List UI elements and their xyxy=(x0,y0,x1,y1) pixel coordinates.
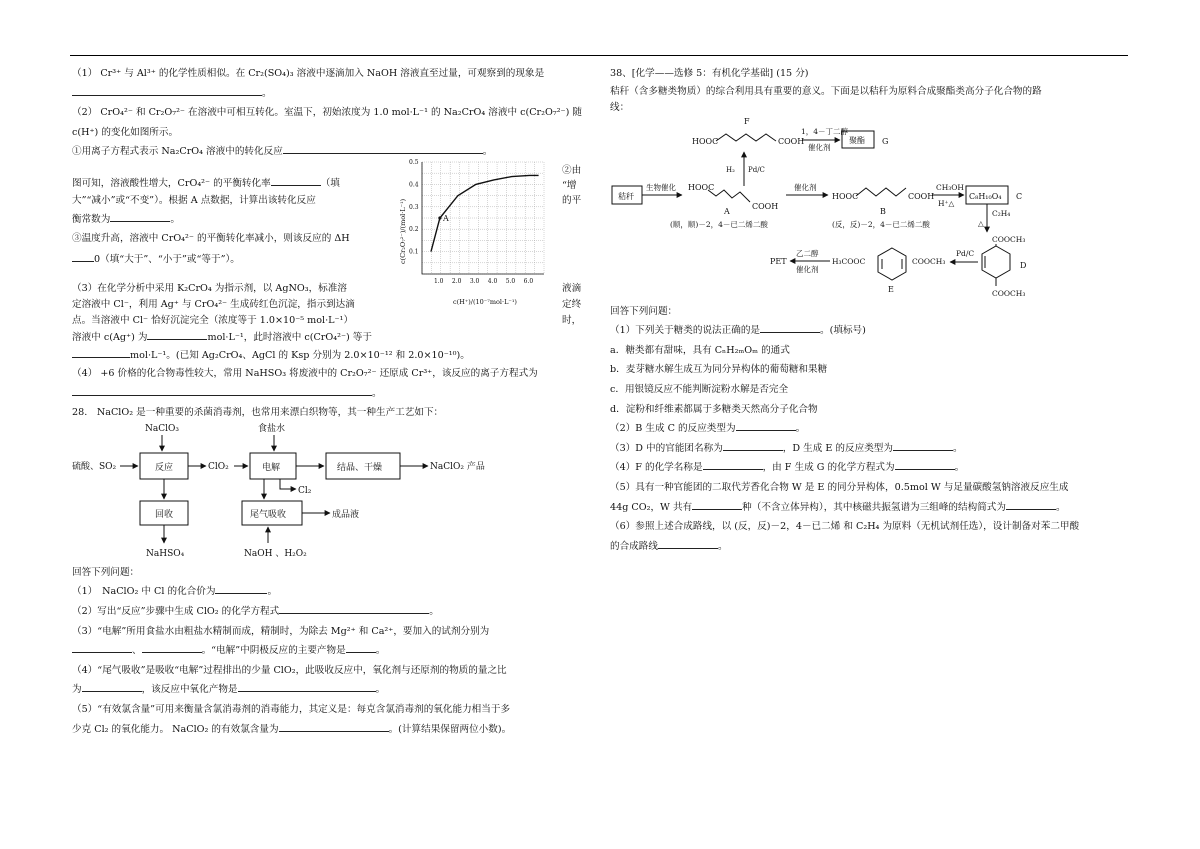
label-product-liquid: 成品液 xyxy=(332,509,360,520)
label-a-name: (顺，顺)－2，4－已二烯二酸 xyxy=(670,219,768,229)
point-a-marker xyxy=(438,216,441,219)
box-polyester-label: 聚酯 xyxy=(849,135,865,145)
box-straw-label: 秸秆 xyxy=(618,191,634,201)
ans-4b: 为 ，该反应中氧化产物是 。 xyxy=(72,680,584,700)
r-ans-1: （1）下列关于糖类的说法正确的是 。(填标号) xyxy=(610,321,1130,341)
x-axis-label: c(H⁺)/(10⁻⁷mol·L⁻¹) xyxy=(453,298,517,306)
ans-3b: 、 。“电解”中阴极反应的主要产物是 。 xyxy=(72,641,584,661)
label-product: NaClO₂ 产品 xyxy=(430,461,485,472)
q2b-line3: 衡常数为 。 xyxy=(72,210,180,225)
wrap-frag: 的平 xyxy=(562,194,582,206)
chart-cr2o7-vs-h xyxy=(398,156,548,306)
box-crystallize-label: 结晶、干燥 xyxy=(337,462,383,473)
ans-header: 回答下列问题： xyxy=(72,566,140,578)
label-b: B xyxy=(880,206,886,216)
ans-1: （1） NaClO₂ 中 Cl 的化合价为 。 xyxy=(72,582,584,602)
label-naoh-h2o2: NaOH 、H₂O₂ xyxy=(244,548,307,559)
label-salt: 食盐水 xyxy=(258,423,286,434)
q38-intro2: 线： xyxy=(610,101,630,113)
q2b-line2: 大”“减小”或“不变”）。根据 A 点数据，计算出该转化反应 xyxy=(72,194,316,206)
a-cooh: COOH xyxy=(752,201,779,211)
label-a: A xyxy=(724,206,730,216)
wrap-frag: 液滴 xyxy=(562,282,582,294)
b-chain xyxy=(856,188,906,196)
r-ans-2: （2）B 生成 C 的反应类型为 。 xyxy=(610,419,1130,439)
label-c: C xyxy=(1016,191,1023,201)
box-c-formula: C₈H₁₀O₄ xyxy=(969,191,1002,201)
label-catalyst-2: 催化剂 xyxy=(808,142,831,152)
a-chain xyxy=(708,190,750,202)
label-nahso4: NaHSO₄ xyxy=(146,548,185,559)
label-e: E xyxy=(888,284,894,294)
label-ch3oh: CH₃OH xyxy=(936,182,964,192)
y-tick-label: 0.3 xyxy=(409,203,419,211)
label-d: D xyxy=(1020,260,1027,270)
r-ans-4: （4）F 的化学名称是 ，由 F 生成 G 的化学方程式为 。 xyxy=(610,458,1130,478)
r-ans-header: 回答下列问题： xyxy=(610,305,678,317)
b-hooc: HOOC xyxy=(832,191,859,201)
q3-line4: 溶液中 c(Ag⁺) 为 mol·L⁻¹，此时溶液中 c(CrO₄²⁻) 等于 xyxy=(72,328,372,343)
q38-intro: 秸秆（含多糖类物质）的综合利用具有重要的意义。下面是以秸秆为原料合成聚酯类高分子化合物的路 xyxy=(610,85,1042,97)
y-tick-label: 0.2 xyxy=(409,226,419,234)
q2b-line4: ③温度升高，溶液中 CrO₄²⁻ 的平衡转化率减小，则该反应的 ΔH xyxy=(72,232,350,244)
q3-line2: 定溶液中 Cl⁻，利用 Ag⁺ 与 CrO₄²⁻ 生成砖红色沉淀，指示到达滴 xyxy=(72,298,355,310)
q2-line2: c(H⁺) 的变化如图所示。 xyxy=(72,126,179,138)
r-ans-5a: （5）具有一种官能团的二取代芳香化合物 W 是 E 的同分异构体，0.5mol W 与足量碳酸氢钠溶液反应生成 xyxy=(610,481,1069,493)
label-g: G xyxy=(882,136,889,146)
x-tick-label: 5.0 xyxy=(505,278,516,285)
q3-line5: mol·L⁻¹。(已知 Ag₂CrO₄、AgCl 的 Ksp 分别为 2.0×10⁻¹² 和 2.0×10⁻¹⁰)。 xyxy=(72,346,470,361)
q28-intro: 28. NaClO₂ 是一种重要的杀菌消毒剂，也常用来漂白织物等，其一种生产工艺如下： xyxy=(72,407,444,419)
label-c2h4: C₂H₄ xyxy=(992,208,1011,218)
label-heat: △ xyxy=(978,218,984,228)
label-h2: H₂ xyxy=(726,165,735,174)
x-tick-label: 4.0 xyxy=(487,278,498,285)
y-tick-label: 0.4 xyxy=(409,181,419,189)
point-a-label: A xyxy=(442,214,449,223)
y-tick-label: 0.5 xyxy=(409,159,419,166)
ans-5a: （5）“有效氯含量”可用来衡量含氯消毒剂的消毒能力，其定义是：每克含氯消毒剂的氧化能力相当于多 xyxy=(72,703,511,715)
label-catalyst-1: 催化剂 xyxy=(794,182,817,192)
x-tick-label: 3.0 xyxy=(469,278,480,285)
d-cooch3-bottom: COOCH₃ xyxy=(992,288,1026,298)
q3-line1: （3）在化学分析中采用 K₂CrO₄ 为指示剂，以 AgNO₃，标准溶 xyxy=(72,282,347,294)
label-clo2: ClO₂ xyxy=(208,461,229,472)
e-h3cooc: H₃COOC xyxy=(832,256,866,266)
label-bio-catalysis: 生物催化 xyxy=(646,182,676,192)
label-b-name: (反，反)－2，4－已二烯二酸 xyxy=(832,219,930,229)
q2-line1: （2） CrO₄²⁻ 和 Cr₂O₇²⁻ 在溶液中可相互转化。室温下，初始浓度为 1.0 mol·L⁻¹ 的 Na₂CrO₄ 溶液中 c(Cr₂O₇²⁻) 随 xyxy=(72,107,582,119)
wrap-frag: 时， xyxy=(562,314,582,326)
y-axis-label: c(Cr₂O₇²⁻)/(mol·L⁻¹) xyxy=(399,198,407,264)
synthesis-route-diagram xyxy=(610,116,1130,302)
label-cl2: Cl₂ xyxy=(298,485,312,496)
r-ans-6b: 的合成路线 。 xyxy=(610,537,1130,557)
d-ring xyxy=(982,246,1010,278)
r-ans-3: （3）D 中的官能团名称为 ，D 生成 E 的反应类型为 。 xyxy=(610,439,1130,459)
f-chain xyxy=(716,134,776,141)
chart-ticks xyxy=(409,159,533,285)
r-ans-5b: 44g CO₂，W 共有 种（不含立体异构），其中核磁共振氢谱为三组峰的结构简式为 。 xyxy=(610,498,1130,518)
label-acid-so2: 硫酸、SO₂ xyxy=(72,461,117,472)
d-cooch3-top: COOCH₃ xyxy=(992,234,1026,244)
q2b-line1: 图可知，溶液酸性增大，CrO₄²⁻ 的平衡转化率 （填 xyxy=(72,174,340,189)
q4-line2: 。 xyxy=(72,384,584,404)
r-opt-d: d．淀粉和纤维素都属于多糖类天然高分子化合物 xyxy=(610,403,818,415)
x-tick-label: 6.0 xyxy=(523,278,534,285)
q2-line3: ①用离子方程式表示 Na₂CrO₄ 溶液中的转化反应 。 xyxy=(72,142,584,162)
right-column xyxy=(610,64,1130,556)
box-tail-gas-label: 尾气吸收 xyxy=(250,509,287,520)
x-tick-label: 2.0 xyxy=(451,278,462,285)
q1-line2: 。 xyxy=(72,84,584,104)
label-pet: PET xyxy=(770,256,787,266)
box-recover-label: 回收 xyxy=(155,509,174,520)
label-catalyst-3: 催化剂 xyxy=(796,264,819,274)
label-pdc-2: Pd/C xyxy=(956,248,975,258)
label-butanediol: 1，4－丁二醇 xyxy=(801,126,849,136)
f-cooh: COOH xyxy=(778,136,805,146)
r-opt-b: b．麦芽糖水解生成互为同分异构体的葡萄糖和果糖 xyxy=(610,364,828,376)
top-rule xyxy=(70,55,1128,56)
box-react-label: 反应 xyxy=(155,462,174,473)
process-flow-diagram xyxy=(72,423,584,563)
wrap-frag: ②由 xyxy=(562,164,582,176)
q38-title: 38、[化学——选修 5：有机化学基础] (15 分) xyxy=(610,68,809,79)
wrap-frag: “增 xyxy=(562,179,577,191)
ans-5b: 少克 Cl₂ 的氧化能力。 NaClO₂ 的有效氯含量为 。(计算结果保留两位小数)。 xyxy=(72,720,584,740)
e-cooch3: COOCH₃ xyxy=(912,256,946,266)
box-electrolysis-label: 电解 xyxy=(262,462,281,473)
wrap-frag: 定终 xyxy=(562,298,582,310)
q4-line1: （4） +6 价格的化合物毒性较大，常用 NaHSO₃ 将废液中的 Cr₂O₇²⁻ 还原成 Cr³⁺，该反应的离子方程式为 xyxy=(72,367,538,379)
a-hooc: HOOC xyxy=(688,182,715,192)
f-hooc: HOOC xyxy=(692,136,719,146)
ans-3a: （3）“电解”所用食盐水由粗盐水精制而成，精制时，为除去 Mg²⁺ 和 Ca²⁺，要加入的试剂分别为 xyxy=(72,625,490,637)
ans-2: （2）写出“反应”步骤中生成 ClO₂ 的化学方程式 。 xyxy=(72,602,584,622)
label-naclo3: NaClO₃ xyxy=(145,423,179,434)
label-ethylene-glycol: 乙二醇 xyxy=(796,248,819,258)
q1-line1: （1） Cr³⁺ 与 Al³⁺ 的化学性质相似。在 Cr₂(SO₄)₃ 溶液中逐滴加入 NaOH 溶液直至过量，可观察到的现象是 xyxy=(72,68,545,79)
r-opt-a: a．糖类都有甜味，具有 CₙH₂ₘOₘ 的通式 xyxy=(610,344,790,356)
label-pdc: Pd/C xyxy=(748,165,765,174)
r-ans-6a: （6）参照上述合成路线，以 (反，反)－2，4－已二烯 和 C₂H₄ 为原料（无机试剂任选），设计制备对苯二甲酸 xyxy=(610,521,1080,533)
b-cooh: COOH xyxy=(908,191,935,201)
x-tick-label: 1.0 xyxy=(433,278,444,285)
ans-4a: （4）“尾气吸收”是吸收“电解”过程排出的少量 ClO₂，此吸收反应中，氧化剂与还原剂的物质的量之比 xyxy=(72,664,507,676)
y-tick-label: 0.1 xyxy=(409,248,419,256)
q2b-line5: 0（填“大于”、“小于”或“等于”）。 xyxy=(72,250,240,265)
label-h-heat: H⁺△ xyxy=(938,198,955,208)
label-f: F xyxy=(744,116,750,126)
q3-line3: 点。当溶液中 Cl⁻ 恰好沉淀完全（浓度等于 1.0×10⁻⁵ mol·L⁻¹） xyxy=(72,314,354,326)
r-opt-c: c．用银镜反应不能判断淀粉水解是否完全 xyxy=(610,383,789,395)
